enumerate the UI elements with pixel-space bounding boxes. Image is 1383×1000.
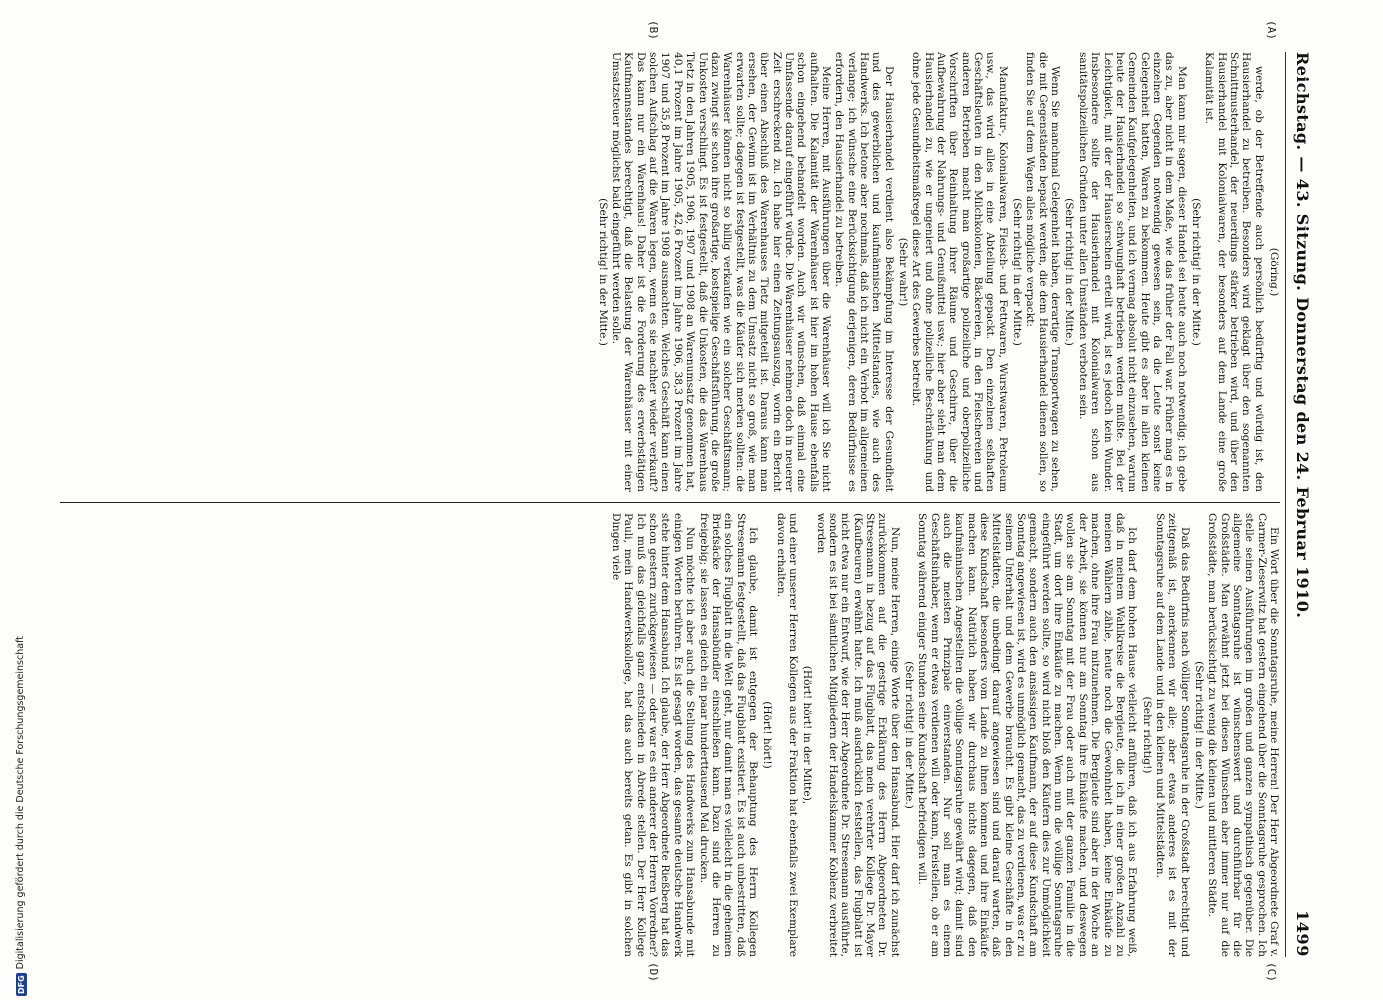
left-text-column [40, 52, 1280, 492]
digitization-credit: Digitalisierung gefördert durch die Deutsche Forschungsgemeinschaft [15, 636, 26, 970]
paragraph: Der Hausierhandel verdient also Bekämpfung im Interesse der Gesundheit und des gewerblichen und kaufmännischen Mittelstandes, wie auch des Handwerks. Ich betone aber nochmals, daß ich nicht ein Verbot im allgemeinen verlange; ich wünsche eine Berücksichtigung derjenigen, deren Bedürfnisse es erfordern, den Hausierhandel zu betreiben. [833, 52, 895, 492]
paragraph: Manufaktur-, Kolonialwaren, Fleisch- und Fettwaren, Wurstwaren, Petroleum usw., das wird alles in eine Abteilung gepackt. Den einzelnen seßhaften Geschäftsleuten in den Milchkolonien, Bäckereien, in den Fleischereien und anderen Betrieben macht man großartige polizeiliche und oberpolizeiliche Vorschriften über Reinhaltung ihrer Räume und Geschirre, über die Aufbewahrung der Nahrungs- und Genußmittel usw.; hier aber sieht man dem Hausierhandel zu, wie er ungeniert und ohne polizeiliche Beschränkung und ohne jede Gesundheitsmaßregel diese Art des Gewerbes betreibt. [910, 52, 1009, 492]
margin-label-c: (C) [1265, 962, 1278, 982]
header-title: Reichstag. — 43. Sitzung. Donnerstag den 24. Februar 1910. [1293, 52, 1312, 619]
interjection: (Sehr richtig! in der Mitte.) [1063, 198, 1076, 346]
margin-label-a: (A) [1265, 20, 1278, 40]
paragraph: Daß das Bedürfnis nach völliger Sonntagsruhe in der Großstadt berechtigt und zeitgemäß ist, anerkennen wir alle; aber etwas anderes ist es mit der Sonntagsruhe auf dem Lande und in den kleinen und Mittelstädten. [1153, 513, 1191, 957]
interjection: (Sehr richtig! in der Mitte.) [1011, 198, 1024, 346]
paragraph: Man kann mir sagen, dieser Handel sei heute auch noch notwendig; ich gebe das zu, aber nicht in dem Maße, wie das früher der Fall war. Früher mag es in einzelnen Gegenden notwendig gewesen sein, da die Leute sonst keine Gelegenheit hatten, Waren zu bekommen. Heute gibt es aber in allen kleinen Gemeinden Kaufgelegenheiten, und ich vermag absolut nicht einzusehen, warum heute der Hausierhandel so schwunghaft betrieben werden müßte. Bei der Leichtigkeit, mit der der Hausierschein erteilt wird, ist es jedoch kein Wunder. Insbesondere sollte der Hausierhandel mit Kolonialwaren schon aus sanitätspolizeilichen Gründen unter allen Umständen verboten sein. [1076, 52, 1188, 492]
paragraph: und einer unserer Herren Kollegen aus der Fraktion hat ebenfalls zwei Exemplare davon erhalten. [774, 513, 799, 957]
paragraph: Ich darf dem hohen Hause vielleicht anführen, daß ich aus Erfahrung weiß, daß in meinem Wahlkreise die Bergleute, die ich in einer großen Anzahl zu meinen Wählern zähle, heute noch die Gewohnheit haben, keine Einkäufe zu machen, ohne ihre Frau mitzunehmen. Die Bergleute sind aber in der Woche an der Arbeit, sie können nur am Sonntag ihre Einkäufe machen, und deswegen wollen sie am Sonntag mit der Frau oder auch mit der ganzen Familie in die Stadt, um dort ihre Einkäufe zu machen. Wenn nun die völlige Sonntagsruhe eingeführt werden sollte, so wird nicht bloß den Käufern dies zur Unmöglichkeit gemacht, sondern auch den ansässigen Kaufmann, der auf diese Kundschaft am Sonntag angewiesen ist, wird es unmöglich gemacht, das zu verdienen, was er zu seinem Unterhalt und dem Gewerbe braucht. Es gibt kleine Geschäfte in den Mittelstädten, die unbedingt darauf angewiesen sind und darauf warten, daß diese Kundschaft besonders vom Lande zu ihnen kommen und ihre Einkäufe machen kann. Natürlich haben wir durchaus nichts dagegen, daß den kaufmännischen Angestellten die völlige Sonntagsruhe gewährt wird; damit sind auch die meisten Prinzipale einverstanden. Nur soll man es einem Geschäftsinhaber, wenn er etwas verdienen will oder kann, freistellen, ob er am Sonntag während einiger Stunden seine Kundschaft befriedigen will. [916, 513, 1139, 957]
interjection: (Hört! hört! in der Mitte), [801, 665, 814, 805]
paragraph: Nun, meine Herren, einige Worte über den Hansabund. Hier darf ich zunächst zurückkommen auf die gestrige Erklärung des Herrn Abgeordneten Dr. Stresemann in bezug auf das Flugblatt, das mein verehrter Kollege Dr. Mayer (Kaufbeuren) erwähnt hatte. Ich muß ausdrücklich feststellen, das Flugblatt ist nicht etwa nur ein Entwurf, wie der Herr Abgeordnete Dr. Stresemann ausführte, sondern es ist bei sämtlichen Mitgliedern der Handelskammer Koblenz verbreitet worden [814, 513, 901, 957]
margin-label-d: (D) [647, 962, 660, 982]
interjection: (Sehr richtig! in der Mitte.) [1189, 198, 1202, 346]
speaker-name: (Göring.) [1268, 247, 1280, 297]
header-rule [1285, 52, 1286, 957]
paragraph: Wenn Sie manchmal Gelegenheit haben, derartige Transportwagen zu sehen, die mit Gegenständen bepackt werden, die dem Hausierhandel dienen sollen, so finden Sie auf dem Wagen alles mögliche verpackt: [1024, 52, 1062, 492]
document-page [20, 0, 1320, 1000]
interjection: (Sehr richtig!) [1140, 696, 1153, 774]
paragraph: Ein Wort über die Sonntagsruhe, meine Herren! Der Herr Abgeordnete Graf v. Carmer-Zieserwitz hat gestern eingehend über die Sonntagsruhe gesprochen. Ich stelle seinen Ausführungen im großen und ganzen sympathisch gegenüber. Die allgemeine Sonntagsruhe ist wünschenswert und durchführbar für die Großstädte. Man erwähnt jetzt bei diesen Wünschen aber immer nur auf die Großstädte, man berücksichtigt zu wenig die kleinen und mittleren Städte. [1206, 513, 1280, 957]
interjection: (Sehr richtig! in der Mitte.) [903, 661, 916, 809]
interjection: (Sehr richtig! in der Mitte.) [596, 198, 609, 346]
digitization-credit-strip [0, 0, 26, 1000]
paragraph: Nun möchte ich aber auch die Stellung des Handwerks zum Hansabunde mit einigen Worten berühren. Es ist gesagt worden, das gesamte deutsche Handwerk stehe hinter dem Hansabund. Ich glaube, der Herr Abgeordnete Rießberg hat das schon gestern zurückgewiesen — oder war es ein anderer der Herren Vorredner? Ich muß das gleichfalls ganz entschieden in Abrede stellen. Der Herr Kollege Pauli, mein Handwerkskollege, hat das auch bereits getan. Es gibt in solchen Dingen viele [610, 513, 697, 957]
page-header [1288, 52, 1312, 957]
dfg-logo: DFG [16, 975, 26, 994]
margin-label-b: (B) [647, 20, 660, 40]
column-divider [60, 502, 1280, 503]
interjection: (Sehr wahr!) [897, 237, 910, 307]
page-number: 1499 [1293, 910, 1312, 957]
paragraph: Meine Herren, mit Ausführungen über die Warenhäuser will ich Sie nicht aufhalten. Die Kalamität der Warenhäuser ist hier im hohen Hause ebenfalls schon eingehend behandelt worden. Auch wir wünschen, daß einmal eine Umfassende darauf eingeführt würde. Die Warenhäuser nehmen doch in neuerer Zeit erschreckend zu. Ich habe hier einen Zeitungsauszug, worin ein Bericht über einen Abschluß des Warenhauses Tietz mitgeteilt ist. Daraus kann man ersehen, der Gewinn ist im Verhältnis zu dem Umsatz nicht so groß, wie man erwarten sollte; dagegen ist festgestellt, was die Käufer sich merken sollten: die Warenhäuser können nicht so billig verkaufen wie ein solcher Geschäftsmann; dazu zwingt sie schon ihre großartige, kostspielige Geschäftsführung, die große Unkosten verschlingt. Es ist festgestellt, daß die Unkosten, die das Warenhaus Tietz in den Jahren 1905, 1906, 1907 und 1908 an Warenumsatz genommen hat, 40,1 Prozent im Jahre 1905, 42,6 Prozent im Jahre 1906, 38,3 Prozent im Jahre 1907 und 35,8 Prozent im Jahre 1908 ausmachten. Welches Geschäft kann einen solchen Aufschlag auf die Waren legen, wenn es sie nachher wieder verkauft? Das kann nur ein Warenhaus! Daher ist die Forderung des erwerbstätigen Kaufmannsstandes berechtigt, daß die Belastung der Warenhäuser mit einer Umsatzsteuer möglichst bald eingeführt werden solle. [610, 52, 832, 492]
interjection: (Sehr richtig! in der Mitte.) [1192, 661, 1205, 809]
interjection: (Hört! hört!) [761, 701, 774, 769]
paragraph: Ich glaube, damit ist entgegen der Behauptung des Herrn Kollegen Stresemann festgestellt, daß das Flugblatt existiert. Es ist auch unbestritten, daß ein solches Flugblatt in die Welt geht, nur damit man es vielleicht in die geheimen Briefsäcke der Hansabündler einschließen kann. Dazu sind die Herren zu freigebig; sie lassen es gleich ein paar hunderttausend Mal drucken. [697, 513, 759, 957]
right-text-column [40, 513, 1280, 957]
paragraph: werde, ob der Betreffende auch persönlich bedürftig und würdig ist, den Hausierhandel zu betreiben. Besonders wird geklagt über den sogenannten Schnittmusterhandel, der neuerdings stärker betrieben wird, und über den Hausierhandel mit Kolonialwaren, der besonders auf dem Lande eine große Kalamität ist. [1203, 52, 1265, 492]
